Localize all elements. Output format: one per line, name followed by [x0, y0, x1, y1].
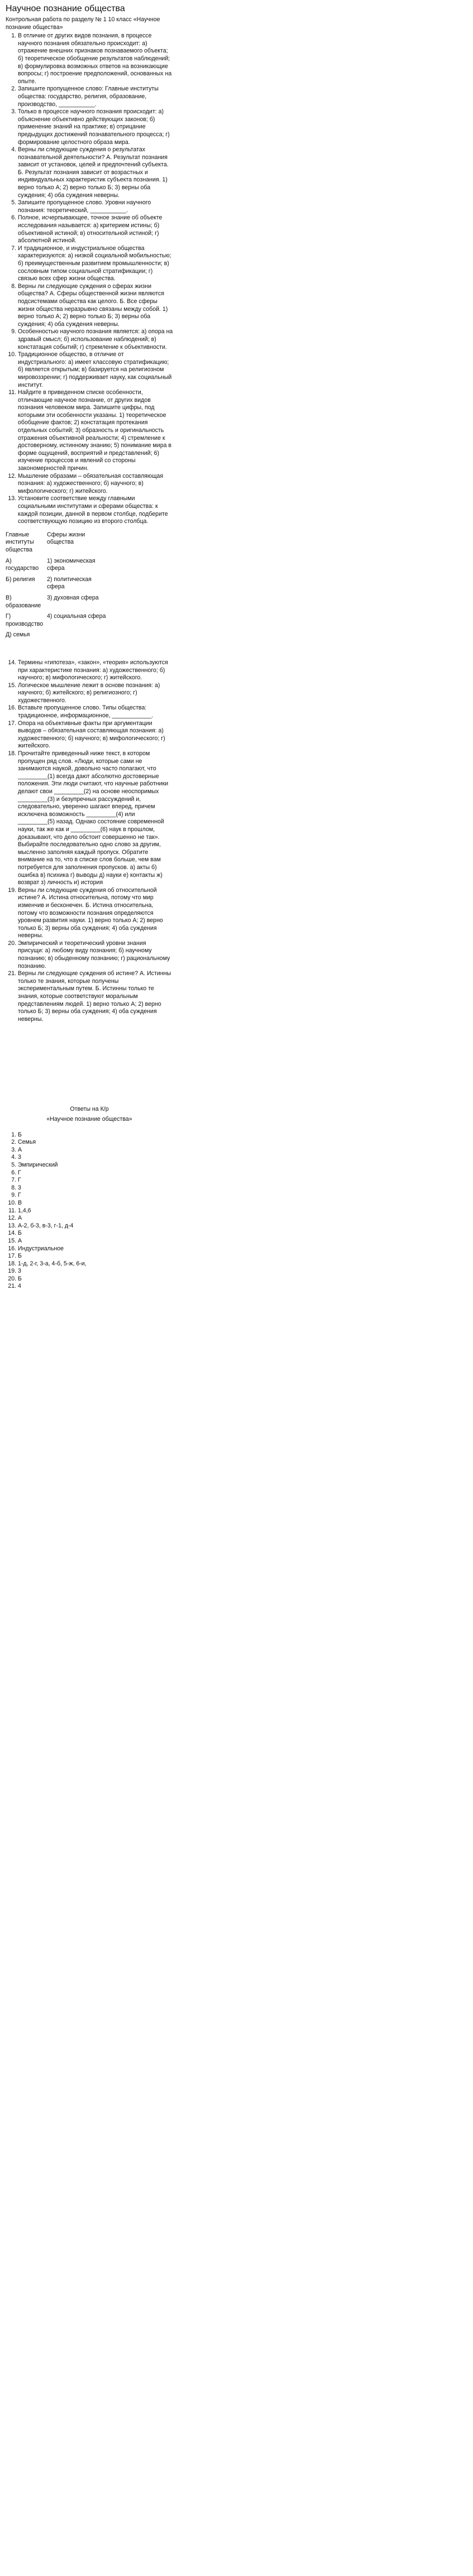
- answer-item: 17. Б: [18, 1253, 173, 1260]
- question-item: 1. В отличие от других видов познания, в процессе научного познания обязательно происходит: а) отражение внешних признаков познаваемого объекта; б) теоретическое обобщение результатов наблюдений; в) формулировка возможных ответов на возникающие вопросы; г) построение предположений, основанных на опыте.: [18, 32, 173, 85]
- question-item: 2. Запишите пропущенное слово: Главные институты общества: государство, религия, образование, производство, ___________.: [18, 85, 173, 108]
- answers-subtitle: «Научное познание общества»: [46, 1116, 132, 1122]
- answer-item: 11. 1,4,6: [18, 1207, 173, 1215]
- questions-list-part2: [6, 659, 173, 1024]
- matching-table-row: [6, 594, 109, 613]
- question-item: 11. Найдите в приведенном списке особенности, отличающие научное познание, от других видов познания человеком мира. Запишите цифры, под которыми эти особенности указаны. 1) теоретическое обобщение фактов; 2) констатация протекания отдельных событий; 3) образность и оригинальность отражения объективной реальности; 4) стремление к достоверному, истинному знанию; 5) понимание мира в форме ощущений, восприятий и представлений; 6) изучение процессов и явлений со стороны закономерностей причин.: [18, 389, 173, 473]
- answer-item: 18. 1-д, 2-г, 3-а, 4-б, 5-ж, 6-и,: [18, 1260, 173, 1268]
- question-item: 16. Вставьте пропущенное слово. Типы общества: традиционное, информационное, ____________.: [18, 704, 173, 719]
- question-item: 21. Верны ли следующие суждения об истине? А. Истинны только те знания, которые получены экспериментальным путем. Б. Истинны только те знания, которые соответствуют моральным представлениям людей. 1) верно только А; 2) верно только Б; 3) верны оба суждения; 4) оба суждения неверны.: [18, 970, 173, 1023]
- answer-item: 7. Г: [18, 1177, 173, 1184]
- matching-table-row: [6, 558, 109, 576]
- answers-title: Ответы на К/р: [70, 1106, 109, 1113]
- matching-right-cell: 4) социальная сфера: [47, 613, 106, 620]
- question-item: 3. Только в процессе научного познания происходит: а) объяснение объективно действующих законов; б) применение знаний на практике; в) отрицание предыдущих достижений познавательного процесса; г) формирование целостного образа мира.: [18, 108, 173, 146]
- answer-item: 16. Индустриальное: [18, 1245, 173, 1253]
- matching-left-cell: В) образование: [6, 594, 41, 609]
- matching-right-cell: 3) духовная сфера: [47, 594, 99, 601]
- matching-left-cell: А) государство: [6, 557, 39, 572]
- answer-item: 13. А-2, б-3, в-3, г-1, д-4: [18, 1222, 173, 1230]
- question-item: 5. Запишите пропущенное слово. Уровни научного познания: теоретический, ___________.: [18, 199, 173, 214]
- matching-right-cell: [47, 631, 109, 642]
- question-item: 4. Верны ли следующие суждения о результатах познавательной деятельности? А. Результат познания зависит от установок, целей и предпочтений субъекта. Б. Результат познания зависит от возрастных и индивидуальных характеристик субъекта познания. 1) верно только А; 2) верно только Б; 3) верны оба суждения; 4) оба суждения неверны.: [18, 146, 173, 199]
- answer-item: 10. В: [18, 1200, 173, 1207]
- question-item: 18. Прочитайте приведенный ниже текст, в котором пропущен ряд слов. «Люди, которые сами не занимаются наукой, довольно часто полагают, что _________(1) всегда дают абсолютно достоверные положения. Эти люди считают, что научные работники делают свои _________(2) на основе неоспоримых _________(3) и безупречных рассуждений и, следовательно, уверенно шагают вперед, причем исключена возможность _________(4) или _________(5) назад. Однако состояние современной науки, так же как и _________(6) наук в прошлом, доказывают, что дело обстоит совершенно не так». Выбирайте последовательно одно слово за другим, мысленно заполняя каждый пропуск. Обратите внимание на то, что в списке слов больше, чем вам потребуется для заполнения пропусков. а) акты б) ошибка в) психика г) выводы д) науки е) контакты ж) возврат з) личность и) история: [18, 750, 173, 887]
- question-item: 19. Верны ли следующие суждения об относительной истине? А. Истина относительна, потому что мир изменчив и бесконечен. Б. Истина относительна, потому что возможности познания определяются уровнем развития науки. 1) верно только А; 2) верно только Б; 3) верны оба суждения; 4) оба суждения неверны.: [18, 887, 173, 940]
- matching-table-row: [6, 576, 109, 594]
- questions-list-part1: [6, 32, 173, 526]
- answer-item: 9. Г: [18, 1192, 173, 1200]
- answer-item: 14. Б: [18, 1230, 173, 1237]
- question-item: 15. Логическое мышление лежит в основе познания: а) научного; б) житейского; в) религиозного; г) художественного.: [18, 682, 173, 705]
- answer-item: 6. Г: [18, 1169, 173, 1177]
- matching-left-cell: Б) религия: [6, 575, 35, 583]
- question-item: 7. И традиционное, и индустриальное общества характеризуются: а) низкой социальной мобильностью; б) преимущественным развитием промышленности; в) сословным типом социальной стратификации; г) связью всех сфер жизни общества.: [18, 245, 173, 283]
- answer-item: 12. А: [18, 1215, 173, 1222]
- answer-item: 15. А: [18, 1237, 173, 1245]
- matching-table-block: [6, 531, 173, 642]
- question-item: 10. Традиционное общество, в отличие от индустриального: а) имеет классовую стратификацию; б) является открытым; в) базируется на религиозном мировоззрении; г) поддерживает науку, как социальный институт.: [18, 351, 173, 389]
- question-item: 17. Опора на объективные факты при аргументации выводов – обязательная составляющая познания: а) художественного; б) научного; в) мифологического; г) житейского.: [18, 720, 173, 750]
- matching-right-cell: 2) политическая сфера: [47, 575, 92, 591]
- matching-table-row: [6, 613, 109, 631]
- document-title: Научное познание общества: [6, 4, 125, 13]
- document-page: [0, 0, 178, 1291]
- matching-right-header: Сферы жизни общества: [47, 531, 85, 546]
- question-item: 13. Установите соответствие между главными социальными институтами и сферами общества: к каждой позиции, данной в первом столбце, подберите соответствующую позицию из второго столбца.: [18, 495, 173, 525]
- matching-left-header: Главные институты общества: [6, 531, 34, 553]
- question-item: 6. Полное, исчерпывающее, точное знание об объекте исследования называется: а) критерием истины; б) объективной истиной; в) относительной истиной; г) абсолютной истиной.: [18, 214, 173, 244]
- question-item: 9. Особенностью научного познания является: а) опора на здравый смысл; б) использование наблюдений; в) констатация событий; г) стремление к объективности.: [18, 328, 173, 351]
- answer-item: 20. Б: [18, 1275, 173, 1283]
- answer-item: 1. Б: [18, 1131, 173, 1139]
- question-item: 8. Верны ли следующие суждения о сферах жизни общества? А. Сферы общественной жизни являются подсистемами общества как целого. Б. Все сферы жизни общества неразрывно связаны между собой. 1) верно только А; 2) верно только Б; 3) верны оба суждения; 4) оба суждения неверны.: [18, 283, 173, 329]
- matching-table-row: [6, 631, 109, 642]
- answer-item: 21. 4: [18, 1283, 173, 1291]
- question-item: 14. Термины «гипотеза», «закон», «теория» используются при характеристике познания: а) художественного; б) научного; в) мифологического; г) житейского.: [18, 659, 173, 682]
- matching-table-header: [6, 531, 109, 558]
- matching-table: [6, 531, 109, 642]
- document-subtitle: Контрольная работа по разделу № 1 10 класс «Научное познание общества»: [6, 16, 160, 31]
- spacer: [6, 1023, 173, 1106]
- answer-item: 5. Эмпирический: [18, 1162, 173, 1169]
- matching-left-cell: Д) семья: [6, 631, 30, 639]
- matching-right-cell: 1) экономическая сфера: [47, 557, 95, 572]
- question-item: 20. Эмпирический и теоретический уровни знания присущи: а) любому виду познания; б) научному познанию; в) обыденному познанию; г) рациональному познанию.: [18, 940, 173, 970]
- answer-item: 3. А: [18, 1147, 173, 1154]
- answer-item: 2. Семья: [18, 1139, 173, 1147]
- answer-item: 8. 3: [18, 1184, 173, 1192]
- answer-item: 19. 3: [18, 1268, 173, 1275]
- question-item: 12. Мышление образами – обязательная составляющая познания: а) художественного; б) научного; в) мифологического; г) житейского.: [18, 473, 173, 496]
- answer-item: 4. 3: [18, 1154, 173, 1162]
- answers-list: [6, 1131, 173, 1291]
- matching-left-cell: Г) производство: [6, 613, 44, 627]
